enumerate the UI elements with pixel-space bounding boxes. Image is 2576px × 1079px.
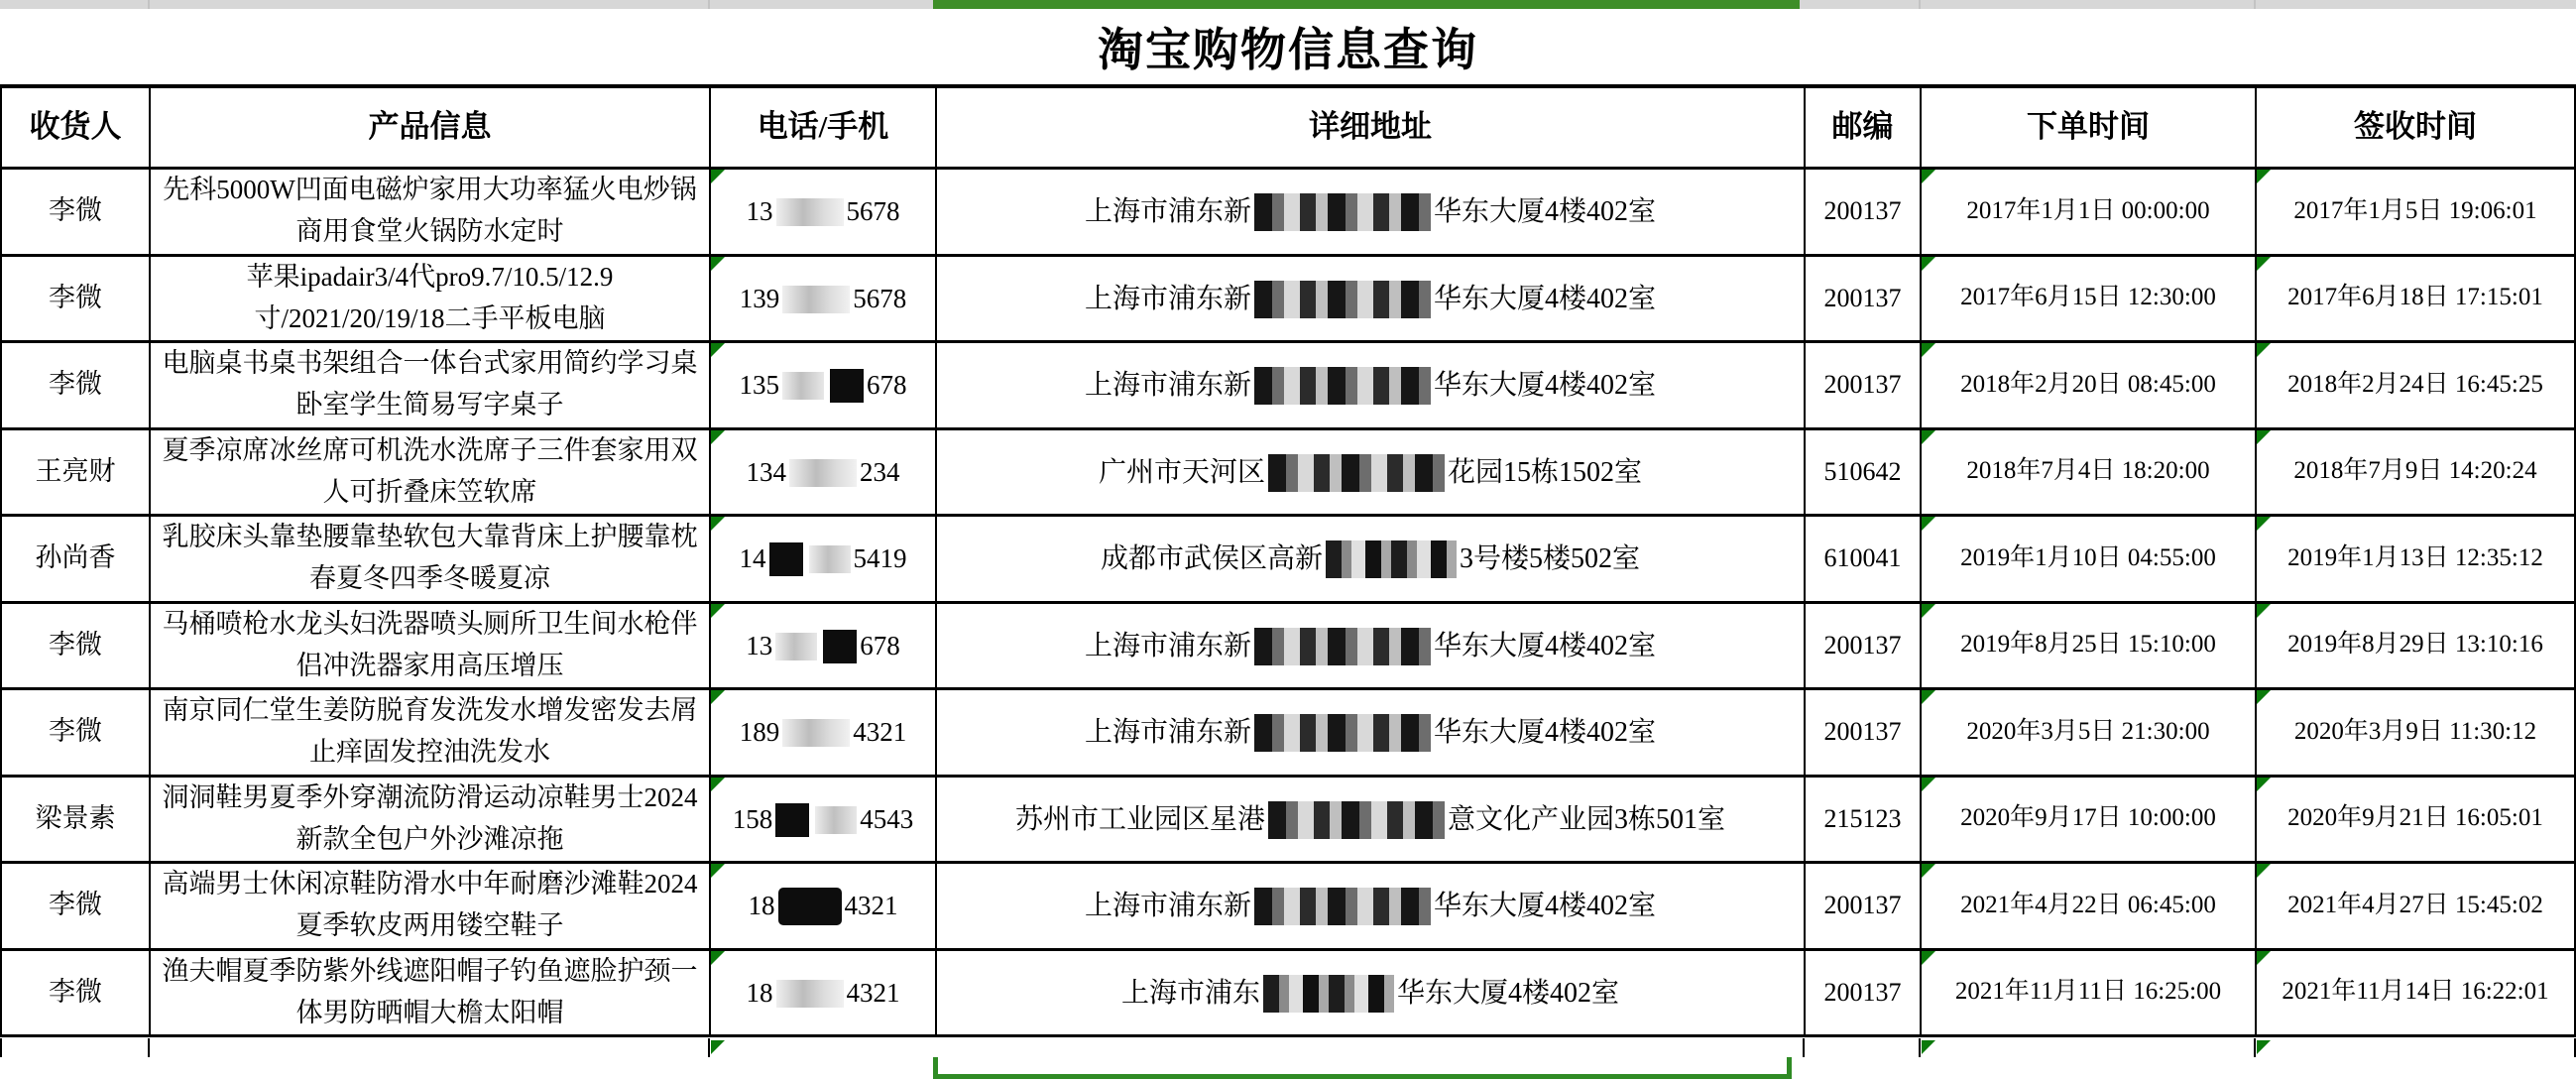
error-triangle-icon (1922, 517, 1935, 531)
text-segment: 华东大厦4楼402室 (1434, 891, 1657, 922)
zip-cell[interactable] (1806, 778, 1920, 862)
recipient-cell[interactable] (2, 604, 149, 688)
sign-time-cell[interactable] (2257, 690, 2574, 775)
zip-code: 510642 (1823, 456, 1902, 486)
phone-cell[interactable] (711, 864, 935, 948)
address-text (1085, 276, 1656, 320)
redaction-block (1254, 888, 1431, 925)
text-segment: 华东大厦4楼402室 (1434, 717, 1657, 749)
product-info: 高端男士休闲凉鞋防滑水中年耐磨沙滩鞋2024夏季软皮两用镂空鞋子 (162, 869, 698, 941)
header-recipient[interactable]: 收货人 (2, 88, 149, 167)
error-triangle-icon (1922, 690, 1935, 704)
order-time-cell[interactable] (1922, 430, 2255, 515)
sign-time: 2018年7月9日 14:20:24 (2293, 457, 2537, 485)
column-separator (2254, 0, 2256, 9)
column-separator (708, 0, 710, 9)
grid-line (708, 1038, 710, 1057)
error-triangle-icon (2257, 864, 2271, 878)
text-segment: 5419 (853, 543, 907, 574)
sign-time-cell[interactable] (2257, 257, 2574, 341)
product-info: 先科5000W凹面电磁炉家用大功率猛火电炒锅商用食堂火锅防水定时 (163, 175, 697, 247)
redaction-block (1268, 454, 1445, 492)
redaction-block (775, 633, 817, 660)
product-cell[interactable] (151, 257, 709, 341)
redaction-block (830, 369, 864, 403)
product-cell[interactable] (151, 430, 709, 515)
product-info: 洞洞鞋男夏季外穿潮流防滑运动凉鞋男士2024新款全包户外沙滩凉拖 (162, 781, 698, 854)
phone-number (740, 363, 907, 407)
order-time-cell[interactable] (1922, 778, 2255, 862)
text-segment: 139 (739, 283, 780, 313)
grid-line (1803, 1038, 1805, 1057)
product-cell[interactable] (151, 778, 709, 862)
order-time-cell[interactable] (1922, 604, 2255, 688)
zip-cell[interactable] (1806, 951, 1920, 1035)
order-time-cell[interactable] (1922, 170, 2255, 254)
sign-time: 2019年8月29日 13:10:16 (2287, 631, 2543, 659)
error-triangle-icon (711, 864, 725, 878)
redaction-block (782, 372, 824, 400)
error-triangle-icon (2257, 604, 2271, 618)
header-phone[interactable]: 电话/手机 (711, 88, 935, 167)
address-cell[interactable] (937, 604, 1804, 688)
sign-time-cell[interactable] (2257, 864, 2574, 948)
error-triangle-icon (711, 257, 725, 271)
address-cell[interactable] (937, 517, 1804, 601)
phone-number (740, 277, 907, 320)
text-segment: 苏州市工业园区星港 (1014, 803, 1265, 835)
selected-column-highlight (933, 0, 1800, 9)
text-segment: 18 (746, 977, 773, 1008)
error-triangle-icon (711, 343, 725, 357)
phone-number (740, 710, 907, 754)
sign-time: 2017年6月18日 17:15:01 (2287, 284, 2543, 311)
redaction-block (1254, 367, 1431, 405)
text-segment: 华东大厦4楼402室 (1397, 977, 1620, 1009)
recipient-cell[interactable] (2, 257, 149, 341)
recipient-cell[interactable] (2, 778, 149, 862)
error-triangle-icon (711, 430, 725, 444)
text-segment: 上海市浦东新 (1084, 283, 1251, 314)
error-triangle-icon (711, 1040, 725, 1054)
address-text (1085, 710, 1656, 755)
zip-cell[interactable] (1806, 517, 1920, 601)
sign-time: 2020年9月21日 16:05:01 (2287, 804, 2543, 832)
text-segment: 14 (739, 543, 766, 574)
sign-time: 2019年1月13日 12:35:12 (2287, 543, 2543, 571)
phone-cell[interactable] (711, 517, 935, 601)
sign-time: 2020年3月9日 11:30:12 (2293, 717, 2537, 745)
order-time: 2020年3月5日 21:30:00 (1966, 717, 2210, 745)
sign-time: 2017年1月5日 19:06:01 (2293, 196, 2537, 224)
address-text (1085, 363, 1656, 408)
redaction-block (782, 286, 850, 313)
order-time: 2019年8月25日 15:10:00 (1960, 631, 2216, 659)
order-time: 2018年2月20日 08:45:00 (1960, 370, 2216, 398)
address-text (1099, 449, 1642, 494)
purchase-table (0, 84, 2576, 1037)
zip-code: 200137 (1823, 717, 1902, 747)
page-title: 淘宝购物信息查询 (1098, 25, 1478, 75)
grid-line (148, 1038, 150, 1057)
error-triangle-icon (2257, 257, 2271, 271)
redaction-block (823, 630, 857, 663)
redaction-block (1268, 801, 1445, 839)
sign-time-cell[interactable] (2257, 170, 2574, 254)
error-triangle-icon (1922, 778, 1935, 791)
top-column-strip (0, 0, 2576, 9)
text-segment: 华东大厦4楼402室 (1434, 283, 1657, 314)
order-time-cell[interactable] (1922, 951, 2255, 1035)
order-time-cell[interactable] (1922, 864, 2255, 948)
product-cell[interactable] (151, 517, 709, 601)
zip-cell[interactable] (1806, 430, 1920, 515)
error-triangle-icon (2257, 517, 2271, 531)
error-triangle-icon (711, 951, 725, 965)
text-segment: 上海市浦东 (1120, 977, 1260, 1009)
text-segment: 678 (860, 630, 900, 660)
address-text (1015, 796, 1725, 841)
header-zip[interactable]: 邮编 (1806, 88, 1920, 167)
text-segment: 花园15栋1502室 (1448, 456, 1643, 488)
text-segment: 华东大厦4楼402室 (1434, 196, 1657, 228)
recipient-name: 李微 (49, 976, 102, 1007)
header-product[interactable]: 产品信息 (151, 88, 709, 167)
error-triangle-icon (711, 778, 725, 791)
text-segment: 上海市浦东新 (1084, 630, 1251, 661)
recipient-cell[interactable] (2, 864, 149, 948)
text-segment: 4321 (853, 717, 907, 748)
phone-cell[interactable] (711, 343, 935, 427)
text-segment: 4321 (844, 891, 898, 921)
phone-number (747, 971, 900, 1015)
recipient-name: 梁景素 (35, 802, 116, 833)
recipient-name: 李微 (49, 369, 102, 400)
grid-line (2254, 1038, 2256, 1057)
error-triangle-icon (1922, 604, 1935, 618)
redaction-block (782, 719, 850, 747)
redaction-block (769, 542, 803, 576)
text-segment: 4543 (860, 803, 914, 834)
error-triangle-icon (1922, 257, 1935, 271)
phone-number (747, 189, 900, 233)
product-info: 夏季凉席冰丝席可机洗水洗席子三件套家用双人可折叠床笠软席 (162, 434, 698, 507)
address-text (1085, 884, 1656, 928)
text-segment: 13 (746, 630, 773, 660)
text-segment: 3号楼5楼502室 (1460, 543, 1641, 575)
redaction-block (778, 888, 842, 925)
address-text (1085, 189, 1656, 234)
product-info: 电脑桌书桌书架组合一体台式家用简约学习桌卧室学生简易写字桌子 (162, 348, 698, 420)
text-segment: 上海市浦东新 (1084, 717, 1251, 749)
error-triangle-icon (1922, 1040, 1935, 1054)
recipient-name: 李微 (49, 629, 102, 659)
phone-cell[interactable] (711, 690, 935, 775)
redaction-block (776, 198, 844, 226)
bottom-partial-row (0, 1038, 2576, 1057)
phone-number (749, 884, 898, 927)
sign-time-cell[interactable] (2257, 778, 2574, 862)
address-cell[interactable] (937, 951, 1804, 1035)
order-time: 2020年9月17日 10:00:00 (1960, 804, 2216, 832)
phone-number (733, 797, 914, 841)
recipient-cell[interactable] (2, 951, 149, 1035)
product-info: 马桶喷枪水龙头妇洗器喷头厕所卫生间水枪伴侣冲洗器家用高压增压 (162, 608, 698, 680)
text-segment: 158 (732, 803, 773, 834)
phone-cell[interactable] (711, 430, 935, 515)
header-address[interactable]: 详细地址 (937, 88, 1804, 167)
redaction-block (789, 459, 857, 487)
error-triangle-icon (2257, 1040, 2271, 1054)
order-time: 2021年11月11日 16:25:00 (1954, 978, 2222, 1006)
zip-cell[interactable] (1806, 170, 1920, 254)
address-cell[interactable] (937, 257, 1804, 341)
text-segment: 13 (746, 196, 773, 227)
sign-time-cell[interactable] (2257, 604, 2574, 688)
order-time-cell[interactable] (1922, 517, 2255, 601)
zip-cell[interactable] (1806, 257, 1920, 341)
product-info: 苹果ipadair3/4代pro9.7/10.5/12.9寸/2021/20/19/18二手平板电脑 (246, 261, 614, 333)
address-text (1085, 623, 1656, 667)
error-triangle-icon (711, 604, 725, 618)
sign-time-cell[interactable] (2257, 430, 2574, 515)
address-cell[interactable] (937, 690, 1804, 775)
column-separator (1919, 0, 1921, 9)
address-cell[interactable] (937, 778, 1804, 862)
text-segment: 18 (748, 891, 775, 921)
text-segment: 上海市浦东新 (1084, 370, 1251, 402)
phone-cell[interactable] (711, 778, 935, 862)
zip-cell[interactable] (1806, 604, 1920, 688)
error-triangle-icon (1922, 951, 1935, 965)
error-triangle-icon (1922, 430, 1935, 444)
error-triangle-icon (2257, 951, 2271, 965)
error-triangle-icon (711, 170, 725, 183)
phone-cell[interactable] (711, 951, 935, 1035)
error-triangle-icon (2257, 430, 2271, 444)
zip-cell[interactable] (1806, 343, 1920, 427)
sign-time-cell[interactable] (2257, 517, 2574, 601)
error-triangle-icon (1922, 170, 1935, 183)
text-segment: 华东大厦4楼402室 (1434, 630, 1657, 661)
order-time: 2021年4月22日 06:45:00 (1960, 891, 2216, 918)
order-time: 2017年6月15日 12:30:00 (1960, 284, 2216, 311)
sign-time-cell[interactable] (2257, 951, 2574, 1035)
recipient-name: 李微 (49, 716, 102, 747)
redaction-block (1254, 628, 1431, 665)
text-segment: 上海市浦东新 (1084, 891, 1251, 922)
zip-code: 215123 (1823, 803, 1902, 833)
header-order-time[interactable]: 下单时间 (1922, 88, 2255, 167)
product-cell[interactable] (151, 343, 709, 427)
order-time: 2019年1月10日 04:55:00 (1960, 543, 2216, 571)
zip-code: 610041 (1823, 543, 1902, 573)
order-time: 2017年1月1日 00:00:00 (1966, 196, 2210, 224)
redaction-block (809, 545, 851, 573)
recipient-name: 李微 (49, 282, 102, 312)
recipient-name: 李微 (49, 195, 102, 226)
error-triangle-icon (2257, 778, 2271, 791)
recipient-cell[interactable] (2, 430, 149, 515)
product-info: 南京同仁堂生姜防脱育发洗发水增发密发去屑止痒固发控油洗发水 (162, 695, 698, 768)
phone-cell[interactable] (711, 604, 935, 688)
product-cell[interactable] (151, 951, 709, 1035)
redaction-block (815, 806, 857, 834)
redaction-block (1326, 540, 1457, 578)
text-segment: 234 (860, 456, 900, 487)
phone-number (740, 537, 907, 580)
product-cell[interactable] (151, 690, 709, 775)
title-band (0, 9, 2576, 84)
sign-time: 2021年11月14日 16:22:01 (2282, 978, 2549, 1006)
text-segment: 意文化产业园3栋501室 (1448, 803, 1726, 835)
error-triangle-icon (711, 690, 725, 704)
column-separator (148, 0, 150, 9)
error-triangle-icon (2257, 343, 2271, 357)
address-text (1121, 970, 1619, 1015)
grid-line (1919, 1038, 1921, 1057)
text-segment: 678 (867, 370, 907, 401)
order-time: 2018年7月4日 18:20:00 (1966, 457, 2210, 485)
header-sign-time[interactable]: 签收时间 (2257, 88, 2574, 167)
recipient-cell[interactable] (2, 170, 149, 254)
product-cell[interactable] (151, 604, 709, 688)
product-cell[interactable] (151, 170, 709, 254)
address-cell[interactable] (937, 430, 1804, 515)
text-segment: 5678 (846, 196, 900, 227)
order-time-cell[interactable] (1922, 257, 2255, 341)
error-triangle-icon (1922, 864, 1935, 878)
recipient-name: 王亮财 (35, 455, 116, 486)
order-time-cell[interactable] (1922, 690, 2255, 775)
zip-code: 200137 (1823, 283, 1902, 312)
order-time-cell[interactable] (1922, 343, 2255, 427)
phone-number (746, 624, 900, 667)
text-segment: 上海市浦东新 (1084, 196, 1251, 228)
recipient-name: 李微 (49, 890, 102, 920)
text-segment: 广州市天河区 (1098, 456, 1265, 488)
phone-cell[interactable] (711, 170, 935, 254)
error-triangle-icon (2257, 170, 2271, 183)
recipient-cell[interactable] (2, 690, 149, 775)
recipient-cell[interactable] (2, 517, 149, 601)
phone-cell[interactable] (711, 257, 935, 341)
zip-code: 200137 (1823, 630, 1902, 659)
sign-time-cell[interactable] (2257, 343, 2574, 427)
text-segment: 成都市武侯区高新 (1100, 543, 1323, 575)
address-text (1101, 537, 1640, 581)
redaction-block (775, 803, 809, 837)
product-cell[interactable] (151, 864, 709, 948)
sign-time: 2021年4月27日 15:45:02 (2287, 891, 2543, 918)
recipient-cell[interactable] (2, 343, 149, 427)
error-triangle-icon (711, 517, 725, 531)
grid-line (0, 1038, 2, 1057)
product-info: 渔夫帽夏季防紫外线遮阳帽子钓鱼遮脸护颈一体男防晒帽大檐太阳帽 (162, 955, 698, 1027)
zip-code: 200137 (1823, 891, 1902, 920)
phone-number (747, 450, 900, 494)
redaction-block (776, 980, 844, 1008)
error-triangle-icon (2257, 690, 2271, 704)
zip-cell[interactable] (1806, 690, 1920, 775)
zip-code: 200137 (1823, 977, 1902, 1007)
address-cell[interactable] (937, 170, 1804, 254)
redaction-block (1254, 193, 1431, 231)
text-segment: 135 (739, 370, 779, 401)
redaction-block (1263, 975, 1394, 1013)
recipient-name: 孙尚香 (35, 542, 116, 573)
sign-time: 2018年2月24日 16:45:25 (2287, 370, 2543, 398)
address-cell[interactable] (937, 343, 1804, 427)
zip-cell[interactable] (1806, 864, 1920, 948)
redaction-block (1254, 714, 1431, 752)
text-segment: 134 (746, 456, 786, 487)
zip-code: 200137 (1823, 370, 1902, 400)
text-segment: 4321 (846, 977, 900, 1008)
zip-code: 200137 (1823, 196, 1902, 226)
redaction-block (1254, 281, 1431, 318)
product-info: 乳胶床头靠垫腰靠垫软包大靠背床上护腰靠枕春夏冬四季冬暖夏凉 (162, 522, 698, 594)
text-segment: 华东大厦4楼402室 (1434, 370, 1657, 402)
error-triangle-icon (1922, 343, 1935, 357)
text-segment: 5678 (853, 283, 907, 313)
text-segment: 189 (739, 717, 780, 748)
address-cell[interactable] (937, 864, 1804, 948)
